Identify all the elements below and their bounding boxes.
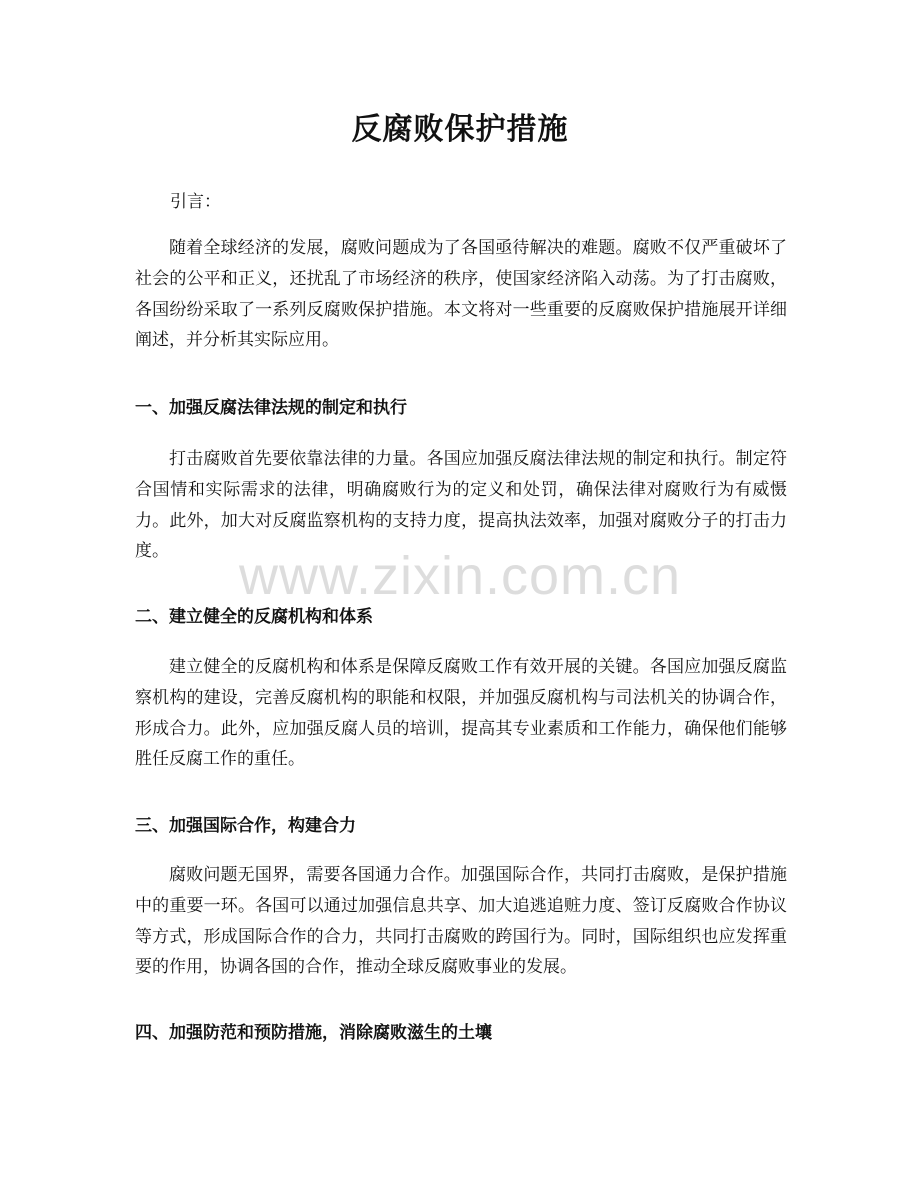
intro-paragraph: 随着全球经济的发展，腐败问题成为了各国亟待解决的难题。腐败不仅严重破坏了社会的公平和正义，还扰乱了市场经济的秩序，使国家经济陷入动荡。为了打击腐败，各国纷纷采取了一系列反腐败保护措施。本文将对一些重要的反腐败保护措施展开详细阐述，并分析其实际应用。 bbox=[135, 238, 787, 351]
section-paragraph-2: 建立健全的反腐机构和体系是保障反腐败工作有效开展的关键。各国应加强反腐监察机构的建设，完善反腐机构的职能和权限，并加强反腐机构与司法机关的协调合作，形成合力。此外，应加强反腐人员的培训，提高其专业素质和工作能力，确保他们能够胜任反腐工作的重任。 bbox=[135, 657, 787, 770]
section-paragraph-3: 腐败问题无国界，需要各国通力合作。加强国际合作，共同打击腐败，是保护措施中的重要一环。各国可以通过加强信息共享、加大追逃追赃力度、签订反腐败合作协议等方式，形成国际合作的合力，共同打击腐败的跨国行为。同时，国际组织也应发挥重要的作用，协调各国的合作，推动全球反腐败事业的发展。 bbox=[135, 865, 787, 978]
section-heading-3: 三、加强国际合作，构建合力 bbox=[135, 816, 356, 836]
section-heading-4: 四、加强防范和预防措施，消除腐败滋生的土壤 bbox=[135, 1023, 492, 1043]
watermark: www.zixin.com.cn bbox=[238, 546, 682, 606]
section-heading-1: 一、加强反腐法律法规的制定和执行 bbox=[135, 398, 407, 418]
document-title: 反腐败保护措施 bbox=[351, 112, 569, 147]
intro-label: 引言： bbox=[170, 192, 221, 212]
section-heading-2: 二、建立健全的反腐机构和体系 bbox=[135, 607, 373, 627]
section-paragraph-1: 打击腐败首先要依靠法律的力量。各国应加强反腐法律法规的制定和执行。制定符合国情和实际需求的法律，明确腐败行为的定义和处罚，确保法律对腐败行为有威慑力。此外，加大对反腐监察机构的支持力度，提高执法效率，加强对腐败分子的打击力度。 bbox=[135, 449, 787, 562]
